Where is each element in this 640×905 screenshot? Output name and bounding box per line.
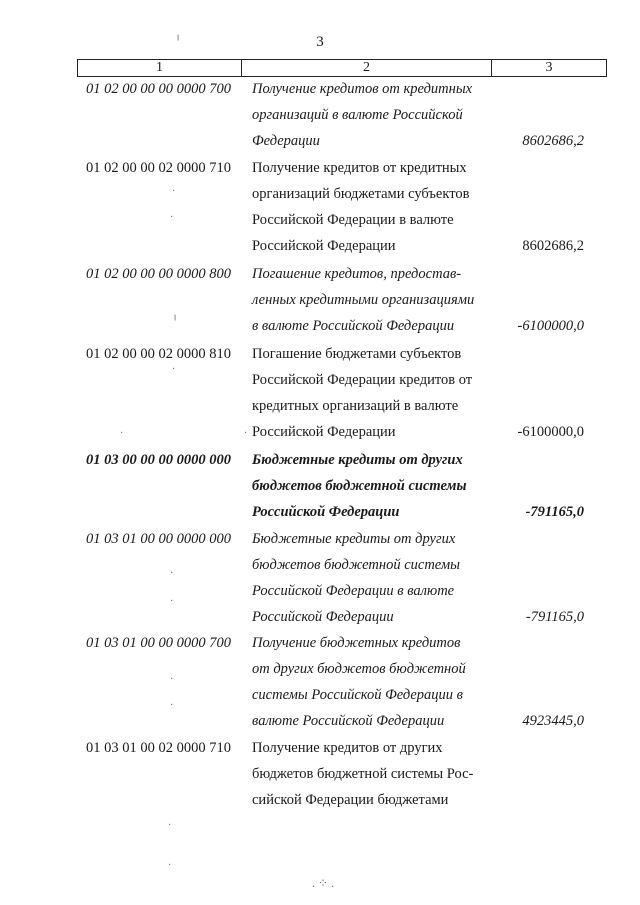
row-description: Получение бюджетных кредитов от других бюджетов бюджетной системы Российской Федерации в валюте Российской Федерации <box>252 635 466 729</box>
row-amount: -6100000,0 <box>517 318 584 334</box>
row-description: Бюджетные кредиты от других бюджетов бюджетной системы Российской Федерации <box>252 452 467 520</box>
scan-speck: · <box>168 820 172 831</box>
row-amount: 8602686,2 <box>522 238 584 254</box>
scan-speck: · <box>170 674 174 685</box>
scan-speck: . ⁘ . <box>312 876 335 890</box>
row-description: Погашение кредитов, предостав- ленных кредитными организациями в валюте Российской Федерации <box>252 266 475 334</box>
row-description: Бюджетные кредиты от других бюджетов бюджетной системы Российской Федерации в валюте Российской Федерации <box>252 531 460 625</box>
row-code: 01 03 01 00 02 0000 710 <box>86 740 231 756</box>
header-col-3: 3 <box>545 60 553 75</box>
row-code: 01 02 00 00 00 0000 800 <box>86 266 231 282</box>
scan-speck: · <box>172 186 176 197</box>
header-col-1: 1 <box>78 60 242 76</box>
row-description: Погашение бюджетами субъектов Российской Федерации кредитов от кредитных организаций в валюте Российской Федерации <box>252 346 473 440</box>
scan-speck: ╷ <box>172 310 179 321</box>
row-amount: -6100000,0 <box>517 424 584 440</box>
row-code: 01 03 01 00 00 0000 700 <box>86 635 231 651</box>
row-code: 01 03 01 00 00 0000 000 <box>86 531 231 547</box>
row-amount: -791165,0 <box>525 504 584 520</box>
scan-speck: · <box>170 212 174 223</box>
table-row <box>0 341 640 447</box>
scan-speck: · <box>170 700 174 711</box>
row-amount: 8602686,2 <box>522 133 584 149</box>
table-row <box>0 76 640 156</box>
row-description: Получение кредитов от кредитных организаций в валюте Российской Федерации <box>252 81 473 149</box>
row-code: 01 03 00 00 00 0000 000 <box>86 452 231 468</box>
table-row <box>0 261 640 341</box>
row-description: Получение кредитов от других бюджетов бюджетной системы Рос- сийской Федерации бюджетами <box>252 740 474 808</box>
page-number: 3 <box>316 34 324 50</box>
table-row <box>0 630 640 736</box>
table-row <box>0 735 640 815</box>
scan-speck: · <box>170 596 174 607</box>
scan-speck: · <box>244 428 248 439</box>
table-row <box>0 155 640 261</box>
row-code: 01 02 00 00 02 0000 810 <box>86 346 231 362</box>
row-amount: 4923445,0 <box>522 713 584 729</box>
scan-speck: · <box>120 428 124 439</box>
row-code: 01 02 00 00 02 0000 710 <box>86 160 231 176</box>
row-amount: -791165,0 <box>525 609 584 625</box>
scan-speck: · <box>170 568 174 579</box>
row-code: 01 02 00 00 00 0000 700 <box>86 81 231 97</box>
table-row <box>0 526 640 632</box>
table-row <box>0 447 640 527</box>
header-col-2: 2 <box>242 60 492 76</box>
scan-speck: · <box>168 860 172 871</box>
scan-speck: · <box>172 364 176 375</box>
table-header <box>77 59 607 77</box>
row-description: Получение кредитов от кредитных организаций бюджетами субъектов Российской Федерации в валюте Российской Федерации <box>252 160 470 254</box>
scan-speck: ╷ <box>175 30 182 41</box>
